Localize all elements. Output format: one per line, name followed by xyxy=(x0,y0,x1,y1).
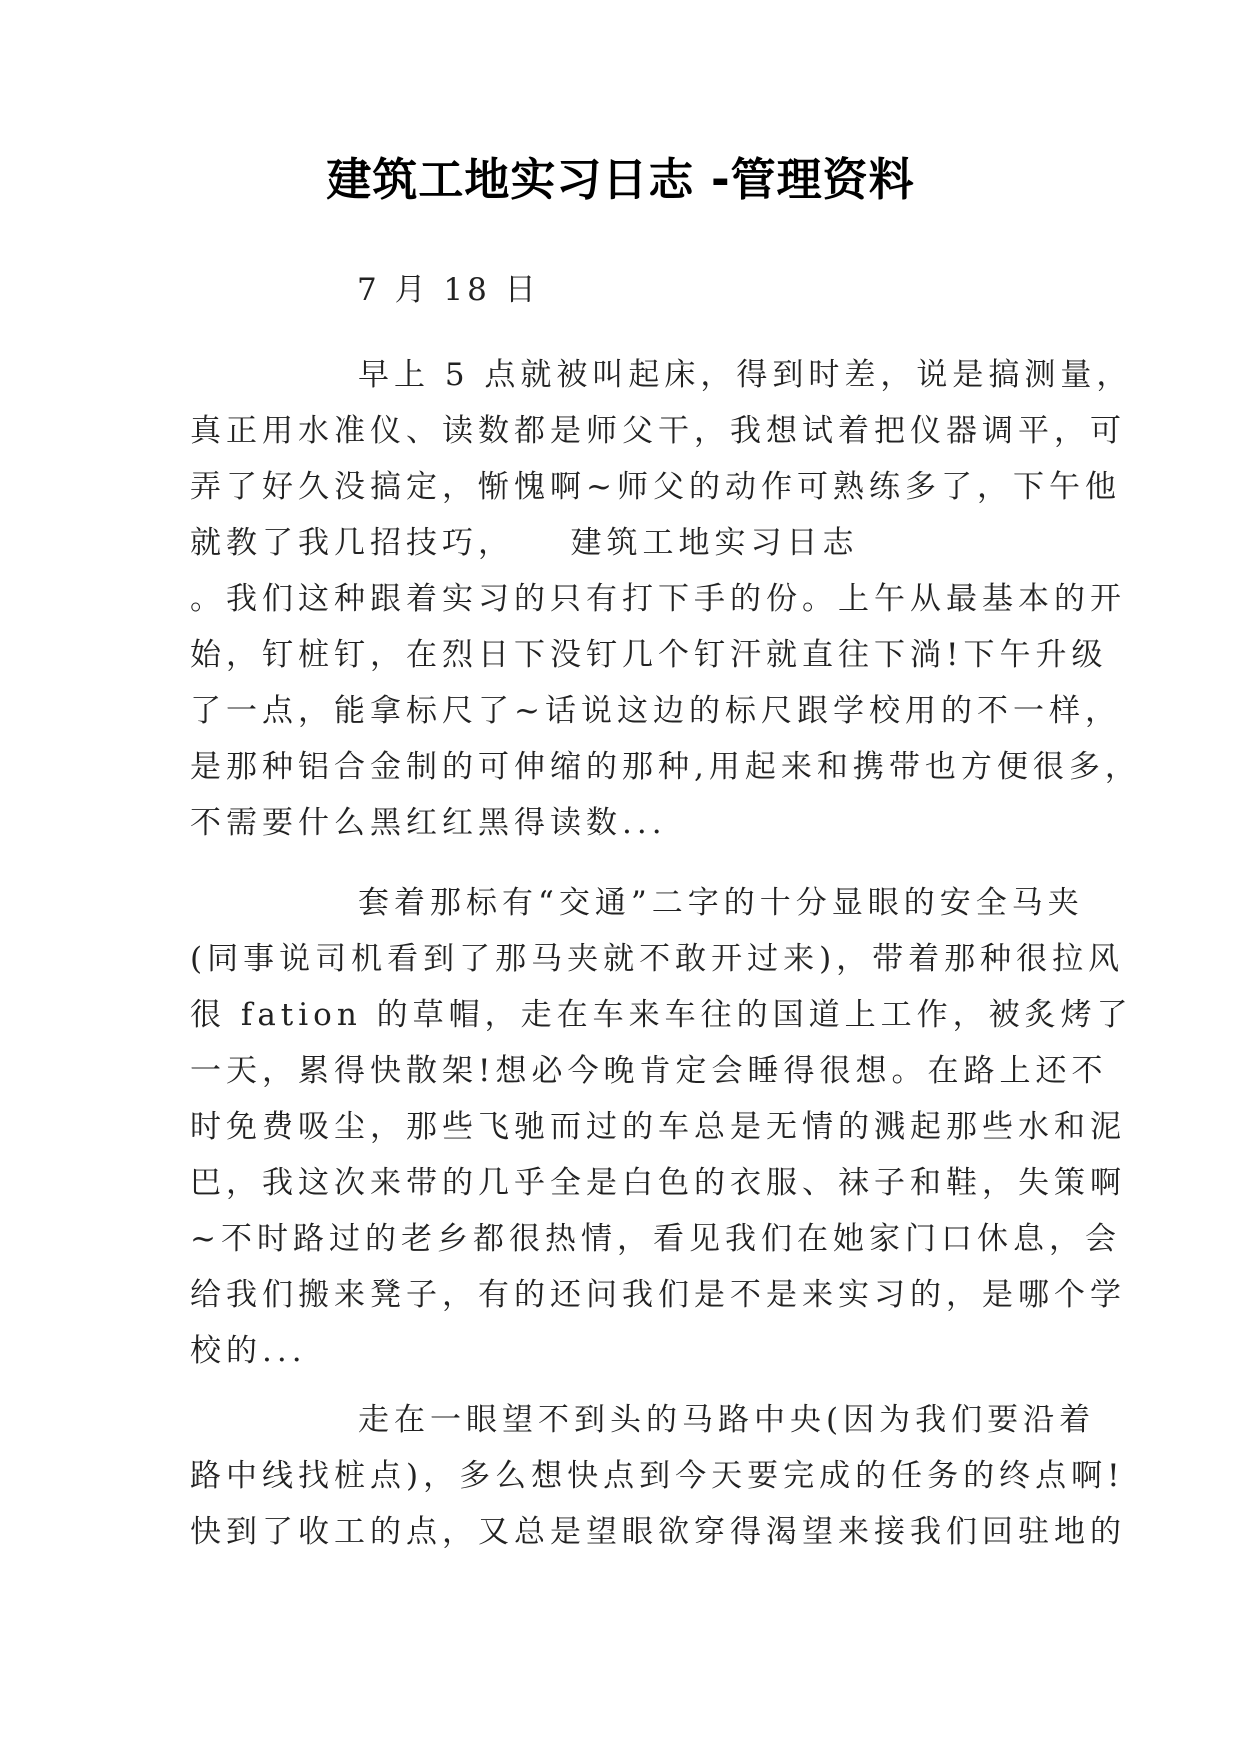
paragraph-line: ~不时路过的老乡都很热情，看见我们在她家门口休息，会 xyxy=(190,1221,1121,1257)
paragraph-line: 快到了收工的点，又总是望眼欲穿得渴望来接我们回驻地的 xyxy=(190,1514,1126,1550)
paragraph-line: 一天，累得快散架!想必今晚肯定会睡得很想。在路上还不 xyxy=(190,1053,1108,1089)
paragraph-line: 弄了好久没搞定，惭愧啊~师父的动作可熟练多了，下午他 xyxy=(190,469,1121,505)
paragraph-line: 不需要什么黑红红黑得读数... xyxy=(190,805,667,841)
paragraph-line: 是那种铝合金制的可伸缩的那种,用起来和携带也方便很多， xyxy=(190,749,1141,785)
paragraph-2 xyxy=(190,875,1133,1379)
paragraph-line: 给我们搬来凳子，有的还问我们是不是来实习的，是哪个学 xyxy=(190,1277,1126,1313)
paragraph-line: 巴，我这次来带的几乎全是白色的衣服、袜子和鞋，失策啊 xyxy=(190,1165,1126,1201)
paragraph-line: (同事说司机看到了那马夹就不敢开过来)，带着那种很拉风 xyxy=(190,941,1125,977)
paragraph-line: 很 fation 的草帽，走在车来车往的国道上工作，被炙烤了 xyxy=(190,997,1133,1033)
paragraph-line: 早上 5 点就被叫起床，得到时差，说是搞测量， xyxy=(358,357,1133,393)
paragraph-line: 始，钉桩钉，在烈日下没钉几个钉汗就直往下淌!下午升级 xyxy=(190,637,1108,673)
paragraph-3 xyxy=(190,1392,1126,1560)
paragraph-line: 了一点，能拿标尺了~话说这边的标尺跟学校用的不一样， xyxy=(190,693,1121,729)
diary-date: 7 月 18 日 xyxy=(357,272,540,308)
paragraph-line: 就教了我几招技巧， 建筑工地实习日志 xyxy=(190,525,859,561)
paragraph-line: 走在一眼望不到头的马路中央(因为我们要沿着 xyxy=(358,1402,1096,1438)
paragraph-line: 时免费吸尘，那些飞驰而过的车总是无情的溅起那些水和泥 xyxy=(190,1109,1126,1145)
paragraph-line: 校的... xyxy=(190,1333,307,1369)
paragraph-line: 。我们这种跟着实习的只有打下手的份。上午从最基本的开 xyxy=(190,581,1126,617)
paragraph-1 xyxy=(190,347,1141,851)
paragraph-line: 路中线找桩点)，多么想快点到今天要完成的任务的终点啊! xyxy=(190,1458,1125,1494)
document-title: 建筑工地实习日志 -管理资料 xyxy=(326,153,915,206)
paragraph-line: 真正用水准仪、读数都是师父干，我想试着把仪器调平，可 xyxy=(190,413,1126,449)
paragraph-line: 套着那标有“交通”二字的十分显眼的安全马夹 xyxy=(358,885,1084,921)
